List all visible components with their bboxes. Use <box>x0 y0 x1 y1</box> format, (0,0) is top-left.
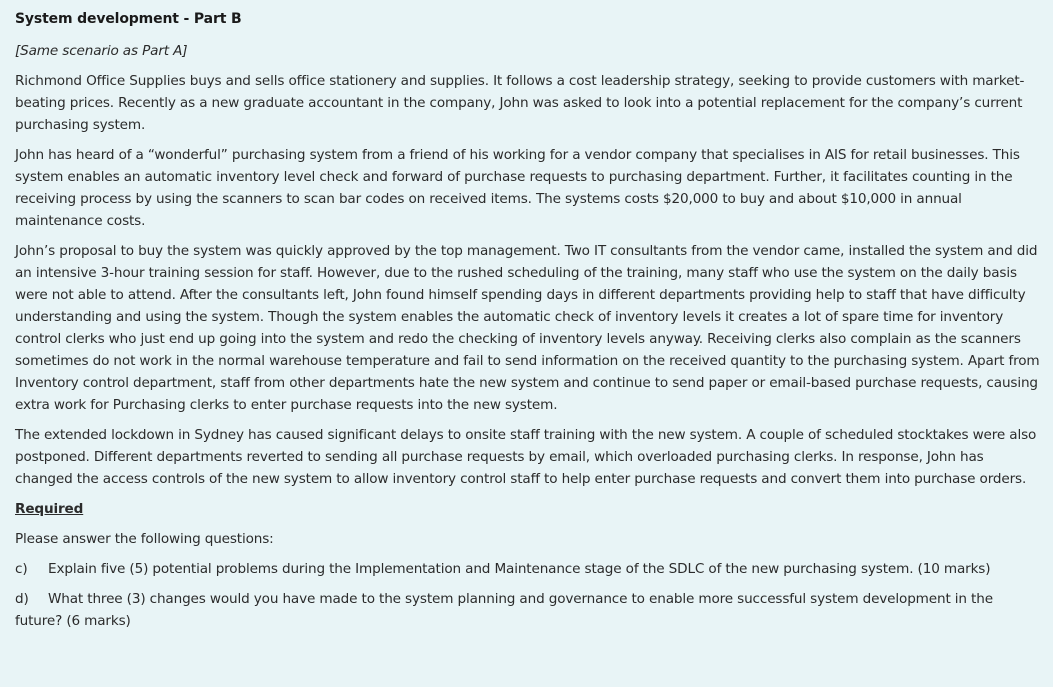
question-d-label: d) <box>15 591 29 607</box>
question-c <box>15 558 1043 580</box>
paragraph-4: The extended lockdown in Sydney has caused significant delays to onsite staff training with the new system. A couple of scheduled stocktakes were also postponed. Different departments reverted to sending all purchase requests by email, which overloaded purchasing clerks. In response, John has changed the access controls of the new system to allow inventory control staff to help enter purchase requests and convert them into purchase orders. <box>15 427 1037 487</box>
paragraph-3: John’s proposal to buy the system was quickly approved by the top management. Two IT consultants from the vendor came, installed the system and did an intensive 3-hour training session for staff. However, due to the rushed scheduling of the training, many staff who use the system on the daily basis were not able to attend. After the consultants left, John found himself spending days in different departments providing help to staff that have difficulty understanding and using the system. Though the system enables the automatic check of inventory levels it creates a lot of spare time for inventory control clerks who just end up going into the system and redo the checking of inventory levels anyway. Receiving clerks also complain as the scanners sometimes do not work in the normal warehouse temperature and fail to send information on the received quantity to the purchasing system. Apart from Inventory control department, staff from other departments hate the new system and continue to send paper or email-based purchase requests, causing extra work for Purchasing clerks to enter purchase requests into the new system. <box>15 243 1040 413</box>
question-d-text: What three (3) changes would you have made to the system planning and governance to enable more successful system development in the future? (6 marks) <box>15 591 993 629</box>
required-heading: Required <box>15 501 84 517</box>
question-c-label: c) <box>15 561 28 577</box>
scenario-note: [Same scenario as Part A] <box>15 43 188 59</box>
paragraph-2: John has heard of a “wonderful” purchasing system from a friend of his working for a vendor company that specialises in AIS for retail businesses. This system enables an automatic inventory level check and forward of purchase requests to purchasing department. Further, it facilitates counting in the receiving process by using the scanners to scan bar codes on received items. The systems costs $20,000 to buy and about $10,000 in annual maintenance costs. <box>15 147 1020 229</box>
paragraph-1: Richmond Office Supplies buys and sells office stationery and supplies. It follows a cost leadership strategy, seeking to provide customers with market-beating prices. Recently as a new graduate accountant in the company, John was asked to look into a potential replacement for the company’s current purchasing system. <box>15 73 1025 133</box>
instructions: Please answer the following questions: <box>15 531 274 547</box>
question-d <box>15 588 1043 632</box>
question-c-text: Explain five (5) potential problems during the Implementation and Maintenance stage of the SDLC of the new purchasing system. (10 marks) <box>48 561 991 577</box>
page-title: System development - Part B <box>15 11 242 27</box>
